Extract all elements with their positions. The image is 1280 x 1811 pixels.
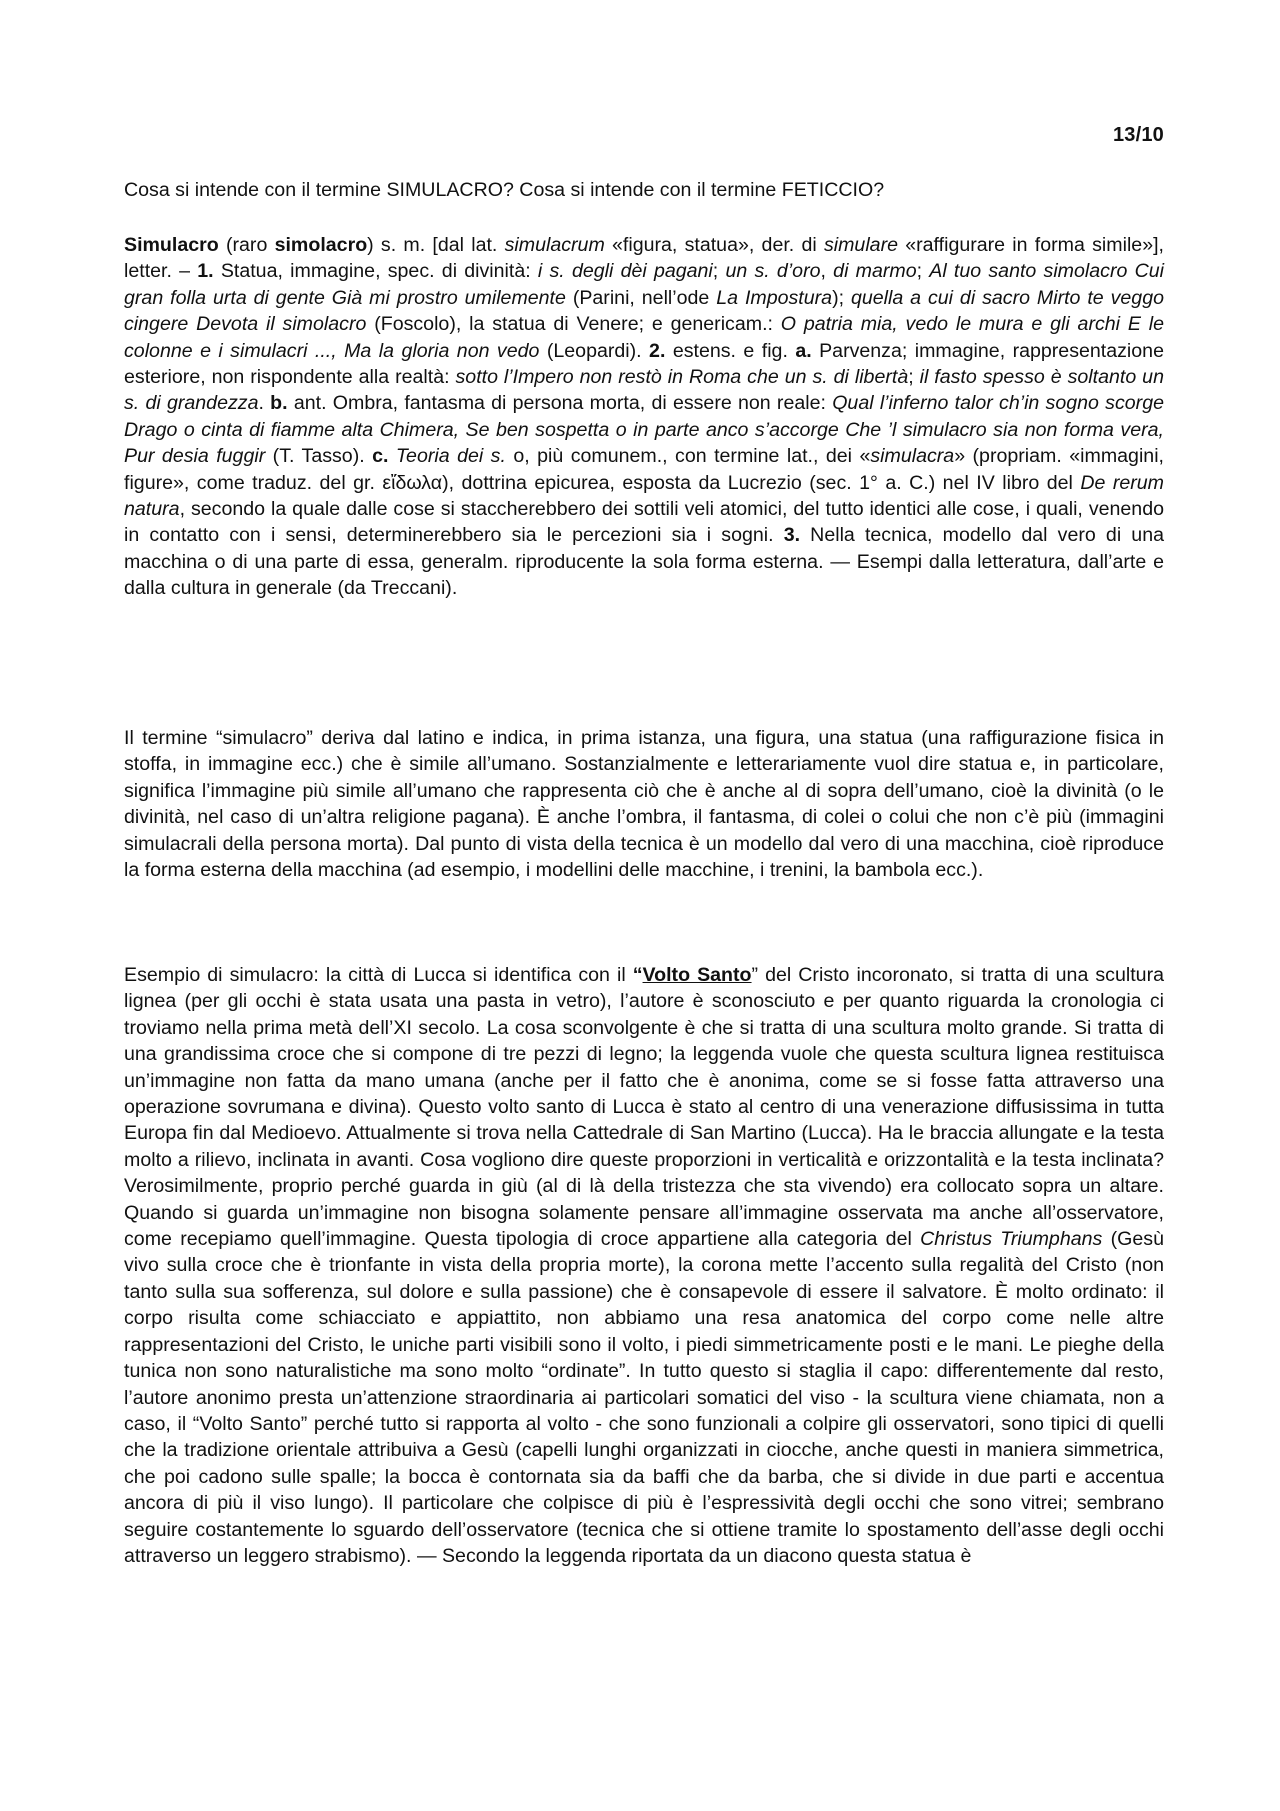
def-italic: quella a cui di sacro Mirto te veggo cingere Devota il simolacro: [124, 286, 1164, 336]
sense-number: 1.: [197, 260, 214, 283]
page-number: 13/10: [1112, 124, 1164, 146]
def-text: «raffigurare in forma simile»], letter. –: [124, 234, 1164, 283]
def-text: ) s. m. [dal lat.: [367, 234, 505, 256]
def-italic: simulacra: [870, 445, 955, 468]
headword: Simulacro: [124, 234, 219, 256]
def-italic: Qual l’inferno talor ch’in sogno scorge Drago o cinta di fiamme alta Chimera, Se ben sospetta o in parte anco s’accorge Che ’l simulacro sia non forma vera, Pur desia fuggir: [124, 392, 1164, 468]
def-italic: De rerum natura: [124, 471, 1164, 521]
example-italic: Christus Triumphans: [920, 1228, 1103, 1251]
intro-paragraph: Il termine “simulacro” deriva dal latino e indica, in prima istanza, una figura, una statua (una raffigurazione fisica in stoffa, in immagine ecc.) che è simile all’umano. Sostanzialmente e letterariamente vuol dire statua e, in particolare, significa l’immagine più simile all’umano che rappresenta ciò che è anche al di sopra dell’umano, cioè la divinità (o le divinità, nel caso di un’altra religione pagana). È anche l’ombra, il fantasma, di colei o colui che non c’è più (immagini simulacrali della persona morta). Dal punto di vista della tecnica è un modello dal vero di una macchina, cioè riproduce la forma esterna della macchina (ad esempio, i modellini delle macchine, i trenini, la bambola ecc.).: [124, 727, 1164, 882]
example-text: Esempio di simulacro: la città di Lucca si identifica con il: [124, 964, 633, 986]
document-page: [124, 0, 1164, 1811]
volto-santo-link[interactable]: Volto Santo: [642, 964, 752, 986]
def-text: Nella tecnica, modello dal vero di una macchina o di una parte di essa, generalm. riproducente la sola forma esterna. — Esempi dalla letteratura, dall’arte e dalla cultura in generale (da Treccani).: [124, 524, 1164, 600]
sense-number: 2.: [649, 339, 666, 362]
def-italic: sotto l’Impero non restò in Roma che un s. di libertà: [455, 366, 909, 389]
def-text: ,: [820, 260, 834, 283]
example-quote: “: [632, 964, 643, 986]
sense-letter: c.: [372, 445, 389, 468]
def-text: estens. e fig.: [665, 339, 796, 362]
sense-letter: a.: [795, 339, 812, 362]
def-italic: simulare: [823, 234, 898, 256]
variant-headword: simolacro: [274, 234, 368, 256]
def-text: [388, 445, 395, 467]
def-text: , secondo la quale dalle cose si staccherebbero dei sottili veli atomici, del tutto identici alle cose, i quali, venendo in contatto con i sensi, determinerebbero sia le percezioni sia i sogni.: [124, 498, 1164, 547]
def-italic: simulacrum: [504, 234, 605, 256]
def-italic: La Impostura: [716, 286, 833, 309]
def-text: ;: [712, 260, 726, 283]
question-heading: Cosa si intende con il termine SIMULACRO? Cosa si intende con il termine FETICCIO?: [124, 179, 885, 201]
example-text: ” del Cristo incoronato, si tratta di una scultura lignea (per gli occhi è stata usata una pasta in vetro), l’autore è sconosciuto e per quanto riguarda la cronologia ci troviamo nella prima metà dell’XI secolo. La cosa sconvolgente è che si tratta di una scultura molto grande. Si tratta di una grandissima croce che si compone di tre pezzi di legno; la leggenda vuole che questa scultura lignea restituisca un’immagine non fatta da mano umana (anche per il fatto che è anonima, come se si fosse fatta attraverso una operazione sovrumana e divina). Questo volto santo di Lucca è stato al centro di una venerazione diffusissima in tutta Europa fin dal Medioevo. Attualmente si trova nella Cattedrale di San Martino (Lucca). Ha le braccia allungate e la testa molto a rilievo, inclinata in avanti. Cosa vogliono dire queste proporzioni in verticalità e orizzontalità e la testa inclinata? Verosimilmente, proprio perché guarda in giù (al di là della tristezza che sta vivendo) era collocato sopra un altare. Quando si guarda un’immagine non bisogna solamente pensare all’immagine osservata ma anche all’osservatore, come recepiamo quell’immagine. Questa tipologia di croce appartiene alla categoria del: [124, 964, 1164, 1251]
def-text: );: [832, 286, 851, 309]
def-italic: i s. degli dèi pagani: [537, 260, 713, 283]
sense-letter: b.: [270, 392, 288, 415]
def-text: «figura, statua», der. di: [604, 234, 824, 256]
def-italic: Teoria dei s.: [395, 445, 506, 468]
def-text: (T. Tasso).: [265, 445, 373, 468]
def-text: Statua, immagine, spec. di divinità:: [213, 260, 538, 283]
def-italic: di marmo: [833, 260, 917, 283]
def-text: o, più comunem., con termine lat., dei «: [505, 445, 871, 468]
def-text: ;: [916, 260, 930, 283]
def-text: ;: [908, 366, 920, 389]
def-text: (Parini, nell’ode: [565, 286, 717, 309]
def-text: (raro: [218, 234, 275, 256]
def-text: ant. Ombra, fantasma di persona morta, di essere non reale:: [287, 392, 833, 415]
definition-paragraph: [124, 232, 1164, 602]
def-italic: O patria mia, vedo le mura e gli archi E le colonne e i simulacri ..., Ma la gloria non vedo: [124, 313, 1164, 362]
sense-number: 3.: [783, 524, 801, 547]
def-text: (Leopardi).: [539, 339, 650, 362]
example-paragraph: [124, 962, 1164, 1569]
def-text: (Foscolo), la statua di Venere; e genericam.:: [366, 313, 781, 336]
def-text: .: [258, 392, 271, 415]
def-italic: Al tuo santo simolacro Cui gran folla urta di gente Già mi prostro umilemente: [124, 260, 1164, 309]
example-text: (Gesù vivo sulla croce che è trionfante in vista della propria morte), la corona mette l’accento sulla regalità del Cristo (non tanto sulla sua sofferenza, sul dolore e sulla passione) che è consapevole di essere il salvatore. È molto ordinato: il corpo risulta come schiacciato e appiattito, non abbiamo una resa anatomica del corpo come nelle altre rappresentazioni del Cristo, le uniche parti visibili sono il volto, i piedi simmetricamente posti e le mani. Le pieghe della tunica non sono naturalistiche ma sono molto “ordinate”. In tutto questo si staglia il capo: differentemente dal resto, l’autore anonimo presta un’attenzione straordinaria ai particolari somatici del viso - la scultura viene chiamata, non a caso, il “Volto Santo” perché tutto si rapporta al volto - che sono funzionali a colpire gli osservatori, sono tipici di quelli che la tradizione orientale attribuiva a Gesù (capelli lunghi organizzati in ciocche, anche questi in maniera simmetrica, che poi cadono sulle spalle; la bocca è contornata sia da baffi che da barba, che si divide in due parti e accentua ancora di più il viso lungo). Il particolare che colpisce di più è l’espressività degli occhi che sono vitrei; sembrano seguire costantemente lo sguardo dell’osservatore (tecnica che si ottiene tramite lo spostamento dell’asse degli occhi attraverso un leggero strabismo). — Secondo la leggenda riportata da un diacono questa statua è: [124, 1228, 1164, 1567]
def-text: Parvenza; immagine, rappresentazione esteriore, non rispondente alla realtà:: [124, 339, 1164, 389]
def-text: » (propriam. «immagini, figure», come traduz. del gr. εἴδωλα), dottrina epicurea, esposta da Lucrezio (sec. 1° a. C.) nel IV libro del: [124, 445, 1164, 494]
def-italic: il fasto spesso è soltanto un s. di grandezza: [124, 366, 1164, 415]
def-italic: un s. d’oro: [725, 260, 821, 283]
